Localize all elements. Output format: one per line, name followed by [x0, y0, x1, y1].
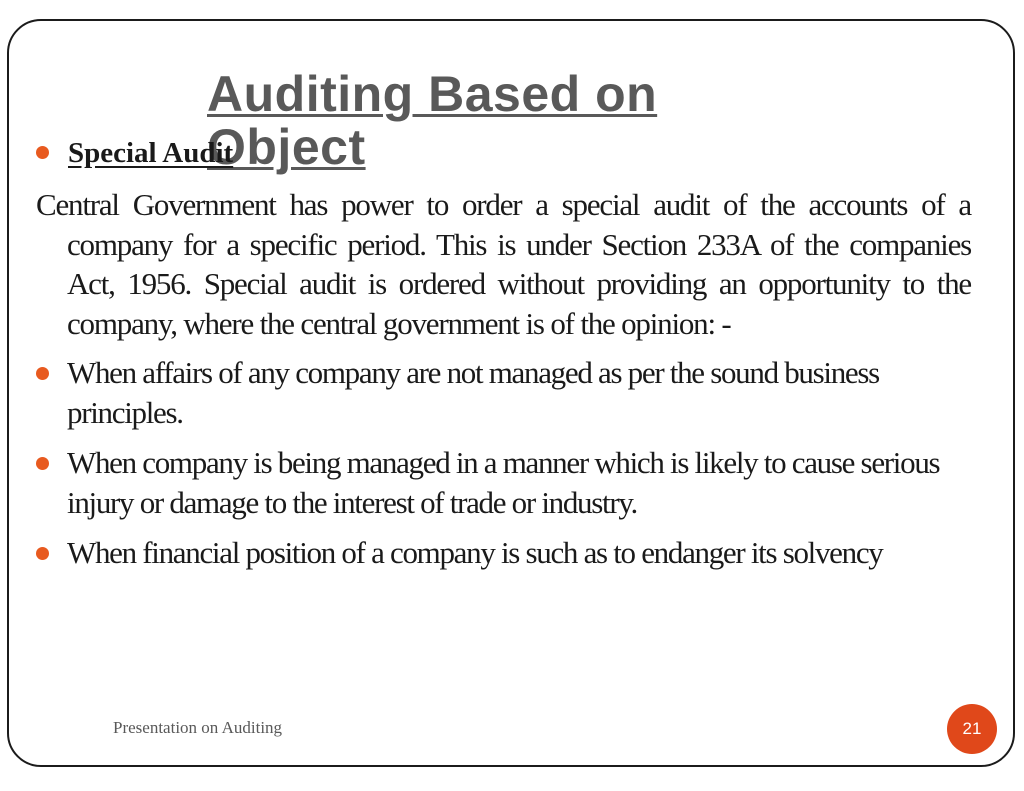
slide-title: Auditing Based on Object: [207, 66, 658, 175]
list-item: [36, 533, 971, 573]
bullet-icon: [36, 547, 49, 560]
page-number-badge: 21: [947, 704, 997, 754]
list-item: [36, 443, 971, 523]
list-item: [36, 353, 971, 433]
list-item-text: When financial position of a company is such as to endanger its solvency: [67, 535, 883, 570]
special-audit-heading: [36, 133, 971, 173]
list-item-text: When affairs of any company are not managed as per the sound business principles.: [67, 355, 879, 430]
list-item-text: When company is being managed in a manner which is likely to cause serious injury or damage to the interest of trade or industry.: [67, 445, 940, 520]
footer-text: Presentation on Auditing: [113, 718, 283, 737]
heading-label: Special Audit: [68, 137, 234, 169]
bullet-icon: [36, 146, 49, 159]
bullet-icon: [36, 367, 49, 380]
body-paragraph: Central Government has power to order a special audit of the accounts of a company for a specific period. This is under Section 233A of the companies Act, 1956. Special audit is ordered without providing an opportunity to the company, where the central government is of the opinion: -: [36, 187, 971, 341]
slide-content: [36, 133, 971, 573]
bullet-icon: [36, 457, 49, 470]
